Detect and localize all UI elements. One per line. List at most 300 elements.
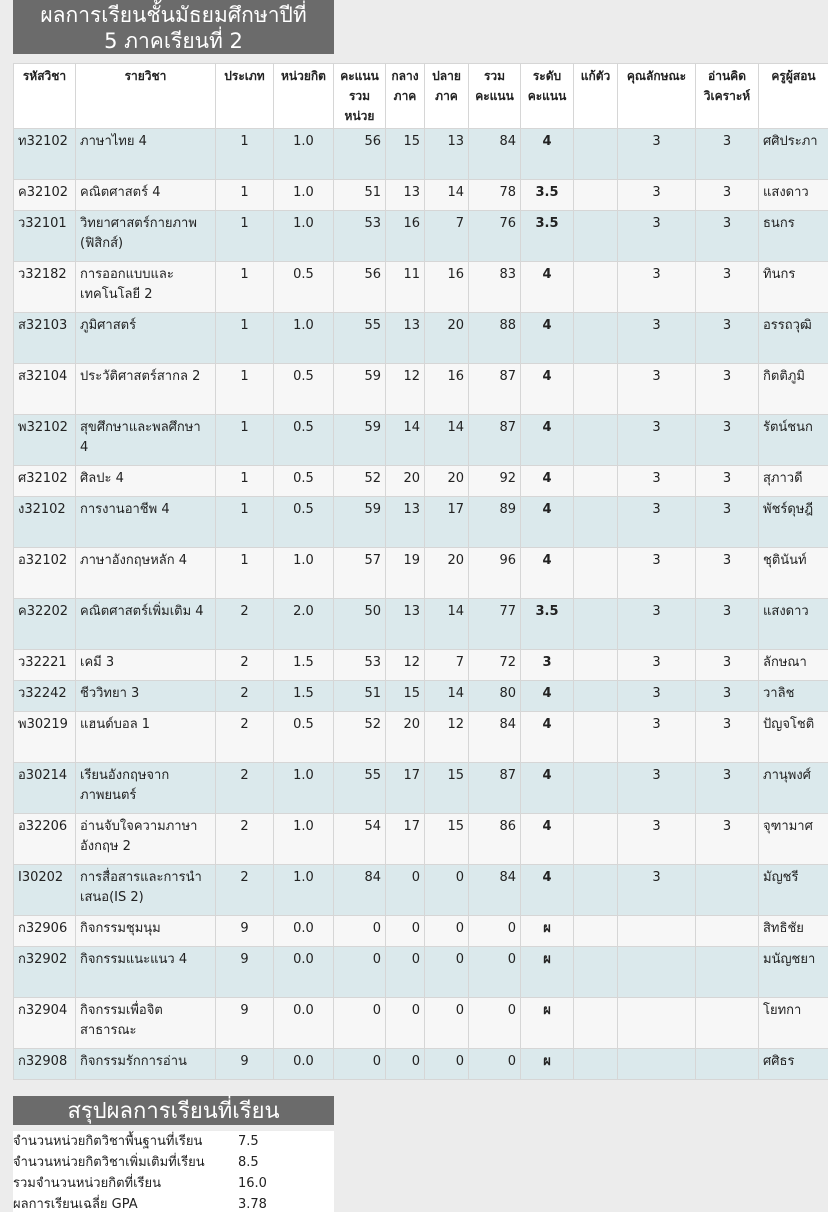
header-teacher: ครูผู้สอน (759, 64, 828, 129)
cell-unit-score: 55 (334, 763, 386, 814)
cell-name: เคมี 3 (76, 650, 216, 681)
cell-final: 0 (425, 947, 469, 998)
table-row (14, 211, 828, 262)
cell-teacher: มนัญชยา (759, 947, 828, 998)
cell-teacher: รัตน์ชนก (759, 415, 828, 466)
report-title (13, 0, 334, 54)
summary-value: 7.5 (238, 1134, 259, 1149)
cell-retake (574, 415, 618, 466)
cell-character: 3 (618, 599, 696, 650)
cell-retake (574, 180, 618, 211)
cell-name: การงานอาชีพ 4 (76, 497, 216, 548)
cell-type: 2 (216, 814, 274, 865)
cell-type: 1 (216, 129, 274, 180)
header-code: รหัสวิชา (14, 64, 76, 129)
cell-final: 0 (425, 865, 469, 916)
table-row (14, 262, 828, 313)
cell-retake (574, 865, 618, 916)
cell-code: ค32202 (14, 599, 76, 650)
cell-final: 7 (425, 650, 469, 681)
cell-code: ศ32102 (14, 466, 76, 497)
cell-name: คณิตศาสตร์เพิ่มเติม 4 (76, 599, 216, 650)
cell-midterm: 17 (386, 763, 425, 814)
cell-total: 84 (469, 712, 521, 763)
cell-midterm: 12 (386, 364, 425, 415)
cell-total: 0 (469, 1049, 521, 1080)
header-total: รวมคะแนน (469, 64, 521, 129)
cell-reading: 3 (696, 364, 759, 415)
cell-reading: 3 (696, 599, 759, 650)
cell-grade: 4 (521, 712, 574, 763)
cell-character: 3 (618, 548, 696, 599)
cell-type: 2 (216, 599, 274, 650)
cell-unit-score: 52 (334, 712, 386, 763)
cell-character (618, 1049, 696, 1080)
cell-character: 3 (618, 262, 696, 313)
table-row (14, 180, 828, 211)
report-title-line1: ผลการเรียนชั้นมัธยมศึกษาปีที่ (40, 3, 307, 27)
cell-grade: 3.5 (521, 599, 574, 650)
cell-code: ว32221 (14, 650, 76, 681)
cell-name: สุขศึกษาและพลศึกษา 4 (76, 415, 216, 466)
summary-label: รวมจำนวนหน่วยกิตที่เรียน (13, 1176, 162, 1191)
cell-type: 9 (216, 998, 274, 1049)
cell-code: ส32103 (14, 313, 76, 364)
cell-midterm: 13 (386, 180, 425, 211)
summary-label: ผลการเรียนเฉลี่ย GPA (13, 1197, 138, 1212)
summary-title: สรุปผลการเรียนที่เรียน (13, 1096, 334, 1125)
cell-midterm: 13 (386, 313, 425, 364)
cell-reading: 3 (696, 681, 759, 712)
cell-unit-score: 59 (334, 364, 386, 415)
cell-name: การออกแบบและเทคโนโลยี 2 (76, 262, 216, 313)
cell-type: 1 (216, 313, 274, 364)
cell-code: ค32102 (14, 180, 76, 211)
cell-teacher: กิตติภูมิ (759, 364, 828, 415)
cell-unit-score: 0 (334, 998, 386, 1049)
cell-grade: ผ (521, 998, 574, 1049)
cell-reading: 3 (696, 497, 759, 548)
cell-code: อ32102 (14, 548, 76, 599)
cell-reading: 3 (696, 180, 759, 211)
cell-total: 84 (469, 129, 521, 180)
cell-character: 3 (618, 865, 696, 916)
cell-midterm: 17 (386, 814, 425, 865)
cell-total: 84 (469, 865, 521, 916)
cell-reading (696, 916, 759, 947)
cell-type: 1 (216, 262, 274, 313)
cell-grade: ผ (521, 916, 574, 947)
cell-total: 77 (469, 599, 521, 650)
cell-unit-score: 53 (334, 211, 386, 262)
cell-unit-score: 59 (334, 415, 386, 466)
cell-final: 15 (425, 814, 469, 865)
cell-name: ภูมิศาสตร์ (76, 313, 216, 364)
cell-grade: 3.5 (521, 180, 574, 211)
cell-credit: 0.0 (274, 916, 334, 947)
cell-type: 9 (216, 1049, 274, 1080)
cell-teacher: อรรถวุฒิ (759, 313, 828, 364)
cell-teacher: มัญชรี (759, 865, 828, 916)
cell-teacher: แสงดาว (759, 599, 828, 650)
cell-credit: 1.0 (274, 313, 334, 364)
cell-credit: 0.5 (274, 415, 334, 466)
cell-unit-score: 53 (334, 650, 386, 681)
cell-grade: 4 (521, 497, 574, 548)
cell-teacher: ปัญจโชติ (759, 712, 828, 763)
cell-reading: 3 (696, 129, 759, 180)
cell-credit: 0.0 (274, 947, 334, 998)
cell-reading: 3 (696, 548, 759, 599)
cell-credit: 0.5 (274, 364, 334, 415)
summary-row (13, 1173, 334, 1194)
cell-teacher: จุฑามาศ (759, 814, 828, 865)
cell-teacher: สุภาวดี (759, 466, 828, 497)
cell-reading: 3 (696, 415, 759, 466)
cell-grade: 3 (521, 650, 574, 681)
cell-name: ศิลปะ 4 (76, 466, 216, 497)
cell-code: พ32102 (14, 415, 76, 466)
cell-name: เรียนอังกฤษจากภาพยนตร์ (76, 763, 216, 814)
cell-final: 16 (425, 364, 469, 415)
cell-unit-score: 0 (334, 947, 386, 998)
cell-type: 1 (216, 180, 274, 211)
cell-total: 87 (469, 415, 521, 466)
cell-credit: 0.5 (274, 497, 334, 548)
cell-character: 3 (618, 497, 696, 548)
cell-name: กิจกรรมเพื่อจิตสาธารณะ (76, 998, 216, 1049)
table-row (14, 364, 828, 415)
cell-total: 80 (469, 681, 521, 712)
cell-teacher: ชุตินันท์ (759, 548, 828, 599)
cell-character: 3 (618, 650, 696, 681)
cell-name: แฮนด์บอล 1 (76, 712, 216, 763)
cell-total: 96 (469, 548, 521, 599)
cell-teacher: สิทธิชัย (759, 916, 828, 947)
cell-unit-score: 51 (334, 180, 386, 211)
cell-teacher: ศศิธร (759, 1049, 828, 1080)
table-row (14, 129, 828, 180)
cell-unit-score: 0 (334, 916, 386, 947)
cell-character: 3 (618, 364, 696, 415)
cell-midterm: 20 (386, 466, 425, 497)
cell-final: 0 (425, 998, 469, 1049)
cell-code: I30202 (14, 865, 76, 916)
cell-name: กิจกรรมชุมนุม (76, 916, 216, 947)
cell-name: กิจกรรมแนะแนว 4 (76, 947, 216, 998)
cell-grade: ผ (521, 1049, 574, 1080)
cell-name: การสื่อสารและการนำเสนอ(IS 2) (76, 865, 216, 916)
cell-code: ก32906 (14, 916, 76, 947)
cell-midterm: 0 (386, 916, 425, 947)
cell-name: อ่านจับใจความภาษาอังกฤษ 2 (76, 814, 216, 865)
cell-type: 9 (216, 947, 274, 998)
cell-final: 17 (425, 497, 469, 548)
header-type: ประเภท (216, 64, 274, 129)
table-row (14, 916, 828, 947)
cell-type: 1 (216, 497, 274, 548)
cell-reading: 3 (696, 763, 759, 814)
cell-midterm: 11 (386, 262, 425, 313)
cell-credit: 0.5 (274, 262, 334, 313)
cell-code: ก32908 (14, 1049, 76, 1080)
cell-midterm: 19 (386, 548, 425, 599)
cell-name: ชีววิทยา 3 (76, 681, 216, 712)
cell-credit: 1.0 (274, 865, 334, 916)
cell-grade: 4 (521, 763, 574, 814)
summary-row (13, 1131, 334, 1152)
cell-total: 87 (469, 763, 521, 814)
cell-midterm: 15 (386, 129, 425, 180)
cell-final: 20 (425, 548, 469, 599)
summary-label: จำนวนหน่วยกิตวิชาเพิ่มเติมที่เรียน (13, 1155, 205, 1170)
table-row (14, 466, 828, 497)
cell-type: 1 (216, 415, 274, 466)
cell-retake (574, 681, 618, 712)
header-unit-score: คะแนนรวมหน่วย (334, 64, 386, 129)
cell-code: ท32102 (14, 129, 76, 180)
cell-type: 2 (216, 763, 274, 814)
cell-credit: 1.0 (274, 129, 334, 180)
cell-retake (574, 497, 618, 548)
cell-total: 89 (469, 497, 521, 548)
cell-code: ว32101 (14, 211, 76, 262)
cell-final: 16 (425, 262, 469, 313)
cell-total: 86 (469, 814, 521, 865)
cell-code: ก32904 (14, 998, 76, 1049)
cell-character (618, 947, 696, 998)
cell-name: ภาษาไทย 4 (76, 129, 216, 180)
grades-table-body (14, 129, 828, 1080)
cell-midterm: 13 (386, 599, 425, 650)
cell-midterm: 12 (386, 650, 425, 681)
cell-name: คณิตศาสตร์ 4 (76, 180, 216, 211)
cell-credit: 1.0 (274, 814, 334, 865)
cell-midterm: 14 (386, 415, 425, 466)
cell-type: 1 (216, 548, 274, 599)
cell-retake (574, 466, 618, 497)
cell-midterm: 13 (386, 497, 425, 548)
cell-final: 13 (425, 129, 469, 180)
cell-teacher: พัชร์ดุษฎี (759, 497, 828, 548)
table-header-row (14, 64, 828, 129)
cell-type: 9 (216, 916, 274, 947)
header-reading: อ่านคิดวิเคราะห์ (696, 64, 759, 129)
cell-final: 20 (425, 313, 469, 364)
cell-total: 92 (469, 466, 521, 497)
cell-credit: 1.0 (274, 763, 334, 814)
cell-teacher: โยทกา (759, 998, 828, 1049)
cell-unit-score: 56 (334, 129, 386, 180)
cell-total: 87 (469, 364, 521, 415)
cell-type: 2 (216, 650, 274, 681)
cell-name: ภาษาอังกฤษหลัก 4 (76, 548, 216, 599)
cell-unit-score: 52 (334, 466, 386, 497)
header-credit: หน่วยกิต (274, 64, 334, 129)
cell-final: 14 (425, 681, 469, 712)
cell-code: ว32182 (14, 262, 76, 313)
cell-code: ง32102 (14, 497, 76, 548)
summary-value: 16.0 (238, 1176, 267, 1191)
cell-teacher: ธนกร (759, 211, 828, 262)
table-row (14, 497, 828, 548)
summary-value: 8.5 (238, 1155, 259, 1170)
table-row (14, 712, 828, 763)
cell-credit: 1.0 (274, 211, 334, 262)
header-grade: ระดับคะแนน (521, 64, 574, 129)
cell-reading: 3 (696, 712, 759, 763)
cell-reading: 3 (696, 466, 759, 497)
cell-credit: 0.0 (274, 1049, 334, 1080)
cell-credit: 0.5 (274, 466, 334, 497)
cell-retake (574, 763, 618, 814)
cell-retake (574, 947, 618, 998)
cell-credit: 1.5 (274, 650, 334, 681)
cell-retake (574, 129, 618, 180)
cell-grade: 3.5 (521, 211, 574, 262)
cell-unit-score: 54 (334, 814, 386, 865)
cell-name: กิจกรรมรักการอ่าน (76, 1049, 216, 1080)
header-character: คุณลักษณะ (618, 64, 696, 129)
cell-retake (574, 814, 618, 865)
table-row (14, 998, 828, 1049)
cell-final: 7 (425, 211, 469, 262)
cell-total: 78 (469, 180, 521, 211)
cell-final: 20 (425, 466, 469, 497)
table-row (14, 415, 828, 466)
cell-character: 3 (618, 129, 696, 180)
cell-retake (574, 599, 618, 650)
cell-total: 72 (469, 650, 521, 681)
cell-total: 0 (469, 998, 521, 1049)
cell-unit-score: 51 (334, 681, 386, 712)
cell-total: 0 (469, 947, 521, 998)
cell-midterm: 0 (386, 865, 425, 916)
header-midterm: กลางภาค (386, 64, 425, 129)
cell-final: 15 (425, 763, 469, 814)
cell-reading (696, 1049, 759, 1080)
cell-midterm: 20 (386, 712, 425, 763)
cell-teacher: ลักษณา (759, 650, 828, 681)
cell-character: 3 (618, 712, 696, 763)
cell-grade: 4 (521, 865, 574, 916)
cell-name: วิทยาศาสตร์กายภาพ (ฟิสิกส์) (76, 211, 216, 262)
cell-grade: 4 (521, 415, 574, 466)
cell-reading: 3 (696, 211, 759, 262)
table-row (14, 1049, 828, 1080)
cell-character: 3 (618, 180, 696, 211)
cell-grade: 4 (521, 466, 574, 497)
cell-total: 76 (469, 211, 521, 262)
cell-character: 3 (618, 466, 696, 497)
cell-midterm: 0 (386, 947, 425, 998)
cell-reading: 3 (696, 650, 759, 681)
header-name: รายวิชา (76, 64, 216, 129)
cell-credit: 0.0 (274, 998, 334, 1049)
cell-unit-score: 84 (334, 865, 386, 916)
cell-final: 0 (425, 916, 469, 947)
cell-credit: 0.5 (274, 712, 334, 763)
cell-credit: 1.0 (274, 180, 334, 211)
cell-type: 1 (216, 364, 274, 415)
cell-credit: 1.0 (274, 548, 334, 599)
cell-character (618, 916, 696, 947)
cell-final: 0 (425, 1049, 469, 1080)
table-row (14, 763, 828, 814)
cell-code: ส32104 (14, 364, 76, 415)
cell-grade: 4 (521, 548, 574, 599)
cell-teacher: ศศิประภา (759, 129, 828, 180)
summary-value: 3.78 (238, 1197, 267, 1212)
table-row (14, 313, 828, 364)
cell-character: 3 (618, 681, 696, 712)
cell-grade: ผ (521, 947, 574, 998)
cell-retake (574, 712, 618, 763)
summary-row (13, 1152, 334, 1173)
cell-midterm: 16 (386, 211, 425, 262)
summary-label: จำนวนหน่วยกิตวิชาพื้นฐานที่เรียน (13, 1134, 203, 1149)
cell-grade: 4 (521, 262, 574, 313)
cell-final: 14 (425, 415, 469, 466)
cell-code: อ30214 (14, 763, 76, 814)
report-title-line2: 5 ภาคเรียนที่ 2 (104, 29, 243, 53)
cell-reading: 3 (696, 814, 759, 865)
table-row (14, 947, 828, 998)
cell-character: 3 (618, 415, 696, 466)
cell-unit-score: 56 (334, 262, 386, 313)
table-row (14, 599, 828, 650)
cell-type: 1 (216, 466, 274, 497)
cell-type: 2 (216, 681, 274, 712)
cell-total: 0 (469, 916, 521, 947)
header-retake: แก้ตัว (574, 64, 618, 129)
cell-unit-score: 59 (334, 497, 386, 548)
cell-retake (574, 364, 618, 415)
cell-character: 3 (618, 814, 696, 865)
cell-retake (574, 262, 618, 313)
cell-grade: 4 (521, 814, 574, 865)
cell-reading: 3 (696, 262, 759, 313)
table-row (14, 865, 828, 916)
cell-code: ว32242 (14, 681, 76, 712)
cell-character (618, 998, 696, 1049)
cell-unit-score: 50 (334, 599, 386, 650)
cell-credit: 2.0 (274, 599, 334, 650)
cell-unit-score: 55 (334, 313, 386, 364)
cell-teacher: ภานุพงศ์ (759, 763, 828, 814)
cell-unit-score: 0 (334, 1049, 386, 1080)
table-row (14, 650, 828, 681)
cell-type: 1 (216, 211, 274, 262)
cell-total: 88 (469, 313, 521, 364)
cell-reading (696, 947, 759, 998)
summary-row (13, 1194, 334, 1212)
cell-retake (574, 998, 618, 1049)
grades-table (13, 63, 828, 1080)
header-final: ปลายภาค (425, 64, 469, 129)
cell-grade: 4 (521, 313, 574, 364)
cell-total: 83 (469, 262, 521, 313)
table-row (14, 681, 828, 712)
cell-midterm: 15 (386, 681, 425, 712)
cell-grade: 4 (521, 129, 574, 180)
cell-midterm: 0 (386, 998, 425, 1049)
cell-retake (574, 1049, 618, 1080)
cell-credit: 1.5 (274, 681, 334, 712)
cell-retake (574, 916, 618, 947)
cell-retake (574, 211, 618, 262)
cell-reading (696, 998, 759, 1049)
